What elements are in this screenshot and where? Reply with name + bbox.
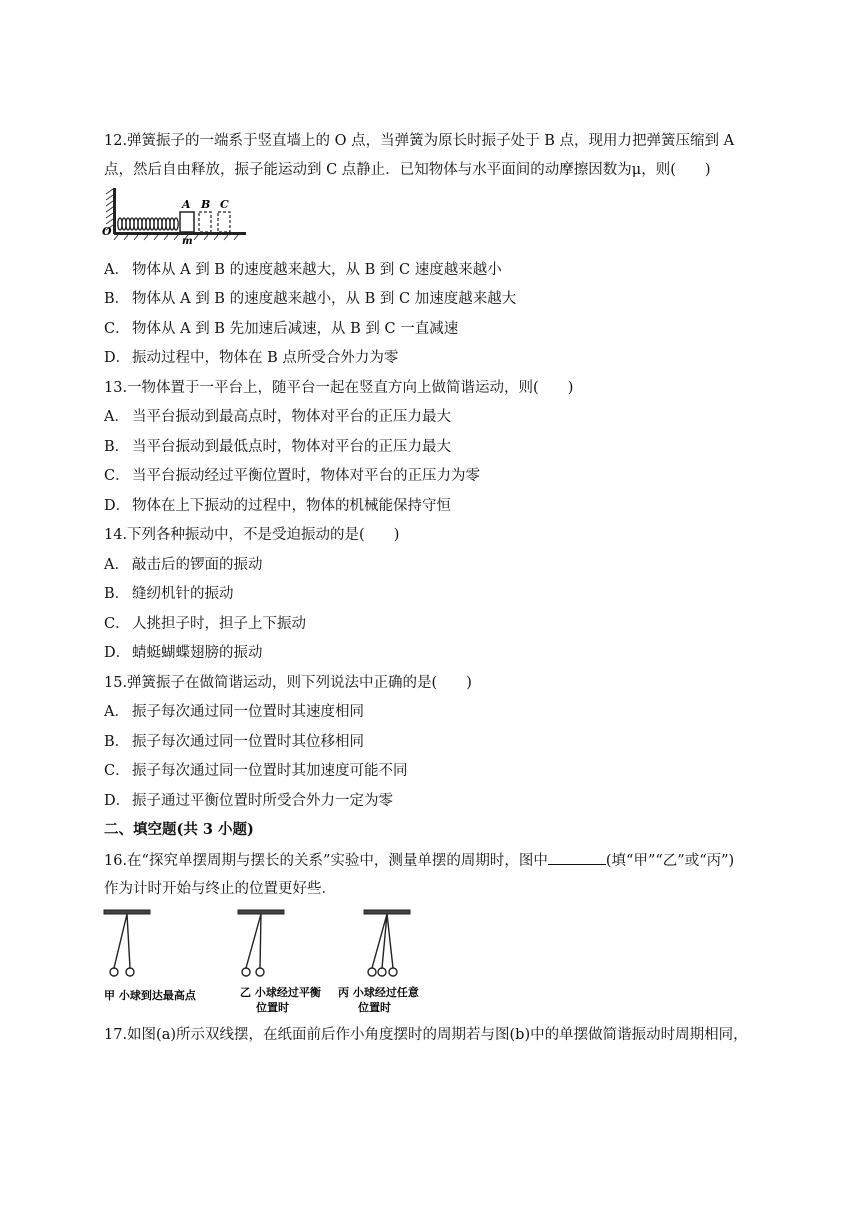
q15-option-a: A． 振子每次通过同一位置时其速度相同: [104, 704, 364, 720]
pendulum-figure: [100, 904, 440, 1014]
q12-option-d: D． 振动过程中，物体在 B 点所受合外力为零: [104, 350, 399, 366]
q15-stem: 15.弹簧振子在做简谐运动，则下列说法中正确的是( ): [104, 675, 472, 691]
spring-oscillator-figure: [102, 186, 252, 246]
q12-stem-line2: 点，然后自由释放，振子能运动到 C 点静止．已知物体与水平面间的动摩擦因数为μ，则( ): [104, 162, 711, 178]
q14-option-c: C． 人挑担子时，担子上下振动: [104, 616, 306, 632]
caption-jia: 甲 小球到达最高点: [104, 989, 196, 1002]
q12-option-b: B． 物体从 A 到 B 的速度越来越小，从 B 到 C 加速度越来越大: [104, 291, 517, 307]
caption-yi-2: 位置时: [256, 1001, 289, 1014]
label-c: C: [220, 198, 229, 211]
q13-option-c: C． 当平台振动经过平衡位置时，物体对平台的正压力为零: [104, 468, 480, 484]
caption-yi-1: 乙 小球经过平衡: [240, 986, 321, 999]
q15-option-b: B． 振子每次通过同一位置时其位移相同: [104, 734, 364, 750]
q13-option-d: D． 物体在上下振动的过程中，物体的机械能保持守恒: [104, 498, 451, 514]
q12-option-c: C． 物体从 A 到 B 先加速后减速，从 B 到 C 一直减速: [104, 321, 459, 337]
q12-option-a: A． 物体从 A 到 B 的速度越来越大，从 B 到 C 速度越来越小: [104, 262, 502, 278]
q14-option-a: A． 敲击后的锣面的振动: [104, 557, 263, 573]
q16-stem-line2: 作为计时开始与终止的位置更好些．: [104, 881, 336, 897]
q14-option-d: D． 蜻蜓蝴蝶翅膀的振动: [104, 645, 263, 661]
q14-stem: 14.下列各种振动中，不是受迫振动的是( ): [104, 527, 400, 543]
caption-bing-1: 丙 小球经过任意: [338, 986, 419, 999]
section-heading: 二、填空题(共 3 小题): [104, 821, 254, 838]
label-m: m: [182, 236, 193, 246]
q17-stem: 17.如图(a)所示双线摆，在纸面前后作小角度摆时的周期若与图(b)中的单摆做简谐振动时周期相同，: [104, 1027, 748, 1043]
q15-option-d: D． 振子通过平衡位置时所受合外力一定为零: [104, 793, 393, 809]
caption-bing-2: 位置时: [358, 1001, 391, 1014]
q16-stem-line1: 16.在“探究单摆周期与摆长的关系”实验中，测量单摆的周期时，图中 (填“甲”“乙”或“丙”): [104, 850, 734, 871]
answer-blank[interactable]: [548, 850, 606, 865]
label-a: A: [182, 198, 191, 211]
label-b: B: [201, 198, 211, 211]
q12-stem-line1: 12.弹簧振子的一端系于竖直墙上的 O 点，当弹簧为原长时振子处于 B 点，现用力把弹簧压缩到 A: [104, 133, 735, 149]
label-o: O: [102, 225, 112, 238]
q13-option-a: A． 当平台振动到最高点时，物体对平台的正压力最大: [104, 409, 451, 425]
q15-option-c: C． 振子每次通过同一位置时其加速度可能不同: [104, 763, 408, 779]
q14-option-b: B． 缝纫机针的振动: [104, 586, 234, 602]
q13-option-b: B． 当平台振动到最低点时，物体对平台的正压力最大: [104, 439, 451, 455]
q13-stem: 13.一物体置于一平台上，随平台一起在竖直方向上做简谐运动，则( ): [104, 380, 574, 396]
